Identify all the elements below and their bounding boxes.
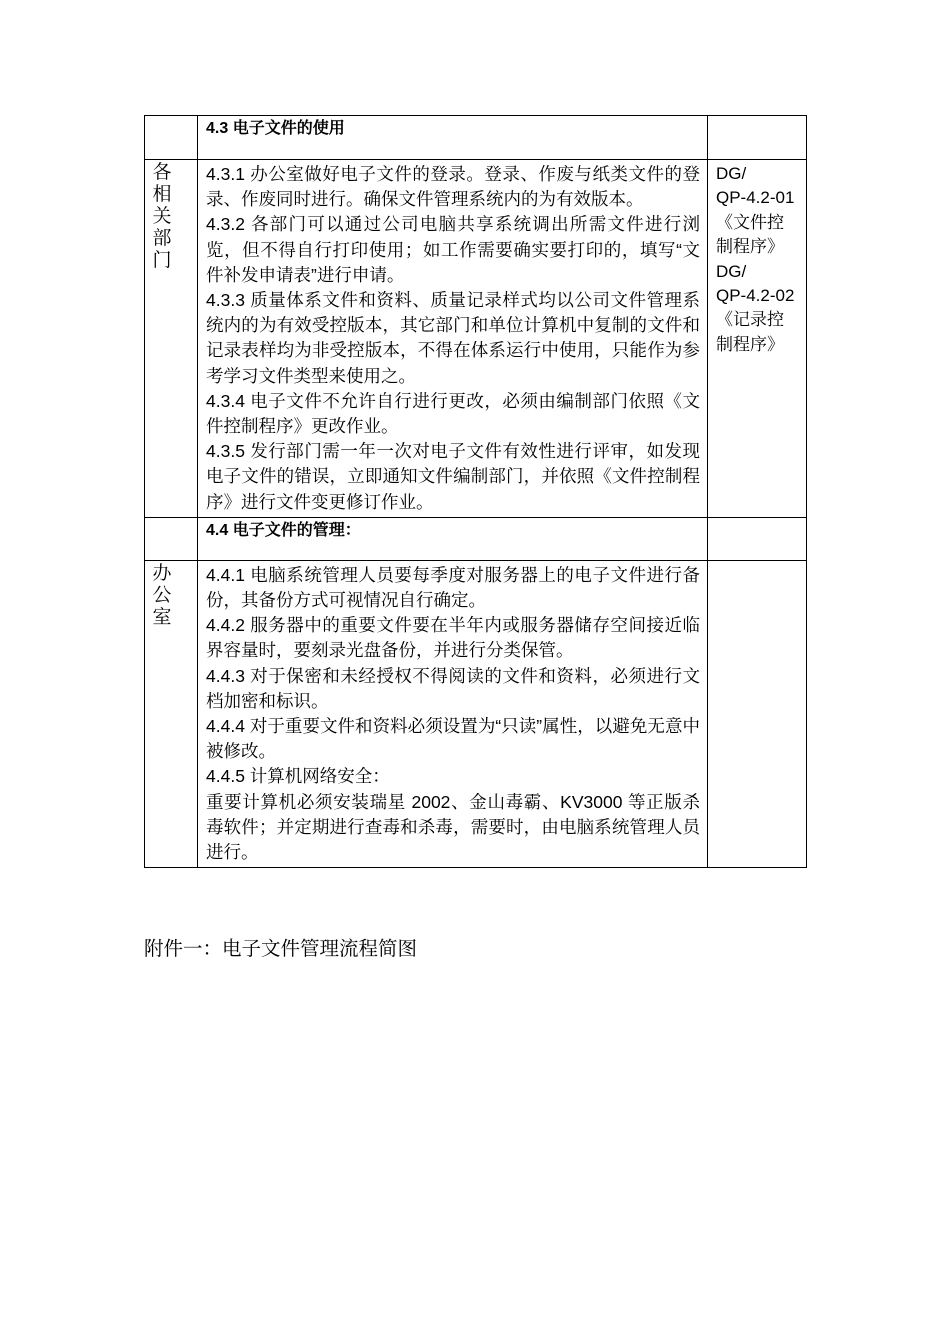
dept-char: 各 bbox=[152, 162, 172, 183]
section-4-3-content bbox=[198, 160, 708, 518]
reference-line: QP-4.2-02 bbox=[716, 286, 795, 306]
paragraph-4-4-2: 4.4.2 服务器中的重要文件要在半年内或服务器储存空间接近临界容量时，要刻录光盘备份，并进行分类保管。 bbox=[206, 615, 700, 661]
paragraph-4-4-1: 4.4.1 电脑系统管理人员要每季度对服务器上的电子文件进行备份，其备份方式可视情况自行确定。 bbox=[206, 564, 700, 611]
reference-documents-cell bbox=[708, 160, 807, 518]
section-4-3-heading: 4.3 电子文件的使用 bbox=[198, 116, 708, 160]
paragraph-4-3-5: 4.3.5 发行部门需一年一次对电子文件有效性进行评审，如发现电子文件的错误，立即通知文件编制部门，并依照《文件控制程序》进行文件变更修订作业。 bbox=[206, 441, 700, 512]
empty-ref-cell bbox=[708, 517, 807, 560]
section-4-3-heading-row bbox=[145, 116, 807, 160]
empty-ref-cell bbox=[708, 116, 807, 160]
section-4-4-heading-row bbox=[145, 517, 807, 560]
empty-ref-cell bbox=[708, 560, 807, 867]
paragraph-4-4-5: 4.4.5 计算机网络安全： bbox=[206, 766, 390, 787]
paragraph-4-4-3: 4.4.3 对于保密和未经授权不得阅读的文件和资料，必须进行文档加密和标识。 bbox=[206, 665, 700, 711]
paragraph-4-3-4: 4.3.4 电子文件不允许自行进行更改，必须由编制部门依照《文件控制程序》更改作业。 bbox=[206, 390, 700, 437]
dept-char: 办 bbox=[152, 562, 172, 584]
responsible-dept-cell bbox=[145, 160, 198, 518]
procedure-table bbox=[144, 115, 807, 868]
reference-line: 制程序》 bbox=[716, 237, 784, 257]
dept-char: 门 bbox=[152, 250, 172, 271]
reference-line: 《记录控 bbox=[716, 310, 784, 330]
attachment-title: 附件一：电子文件管理流程简图 bbox=[144, 938, 418, 960]
section-4-3-content-row bbox=[145, 160, 807, 518]
dept-char: 部 bbox=[152, 228, 172, 249]
paragraph-4-3-1: 4.3.1 办公室做好电子文件的登录。登录、作废与纸类文件的登录、作废同时进行。确保文件管理系统内的为有效版本。 bbox=[206, 164, 700, 210]
paragraph-4-3-3: 4.3.3 质量体系文件和资料、质量记录样式均以公司文件管理系统内的为有效受控版本，其它部门和单位计算机中复制的文件和记录表样均为非受控版本，不得在体系运行中使用，只能作为参考学习文件类型来使用之。 bbox=[206, 290, 700, 386]
reference-line: QP-4.2-01 bbox=[716, 188, 795, 208]
paragraph-4-3-2: 4.3.2 各部门可以通过公司电脑共享系统调出所需文件进行浏览，但不得自行打印使用；如工作需要确实要打印的，填写“文件补发申请表”进行申请。 bbox=[206, 214, 700, 285]
empty-dept-cell bbox=[145, 116, 198, 160]
dept-char: 室 bbox=[152, 606, 172, 628]
reference-line: 制程序》 bbox=[716, 334, 784, 354]
section-4-4-heading: 4.4 电子文件的管理： bbox=[198, 517, 708, 560]
section-4-4-content bbox=[198, 560, 708, 867]
reference-line: 《文件控 bbox=[716, 212, 784, 232]
dept-char: 公 bbox=[152, 584, 172, 606]
paragraph-4-4-4: 4.4.4 对于重要文件和资料必须设置为“只读”属性，以避免无意中被修改。 bbox=[206, 716, 700, 762]
dept-char: 相 bbox=[152, 184, 172, 205]
reference-line: DG/ bbox=[716, 164, 747, 183]
section-4-4-content-row bbox=[145, 560, 807, 867]
reference-line: DG/ bbox=[716, 261, 747, 281]
dept-char: 关 bbox=[152, 206, 172, 227]
empty-dept-cell bbox=[145, 517, 198, 560]
responsible-dept-cell bbox=[145, 560, 198, 867]
paragraph-4-4-5-detail: 重要计算机必须安装瑞星 2002、金山毒霸、KV3000 等正版杀毒软件；并定期进行查毒和杀毒，需要时，由电脑系统管理人员进行。 bbox=[206, 791, 700, 863]
